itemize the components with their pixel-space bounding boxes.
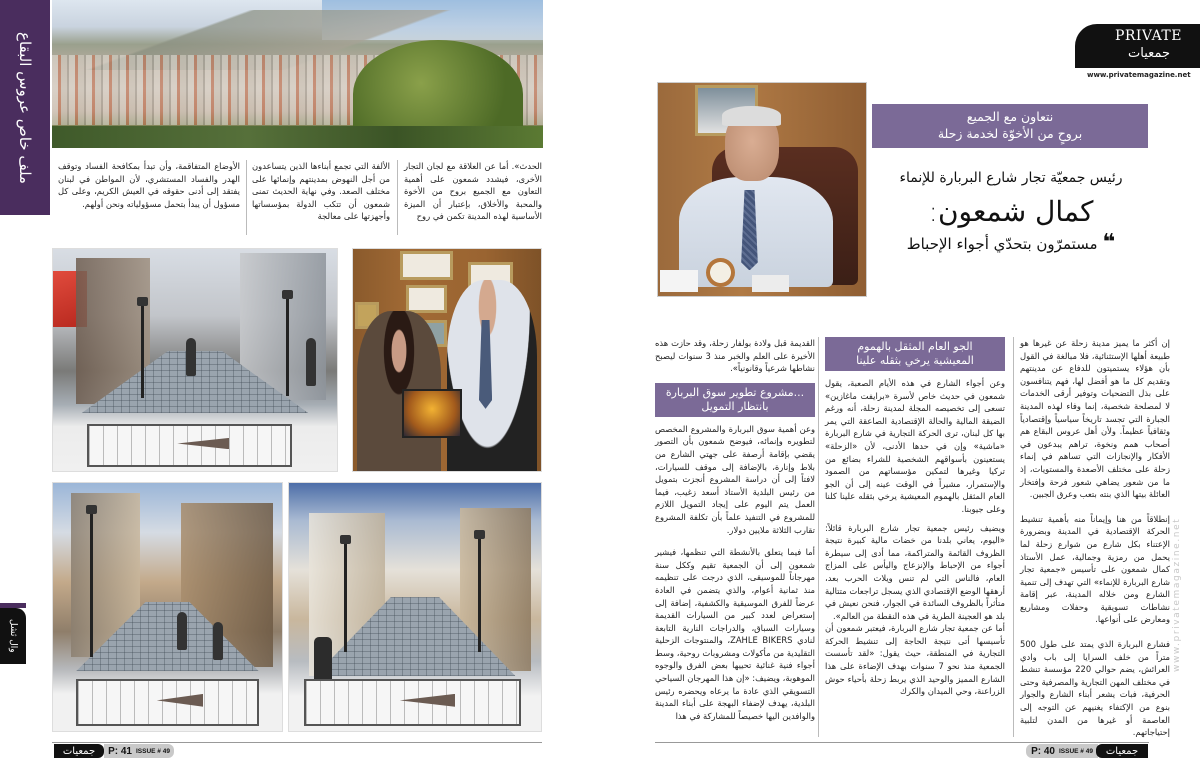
man — [447, 280, 537, 471]
street-render-paving-image — [288, 482, 542, 732]
paragraph: وعن أهمية سوق البربارة والمشروع المخصص لتطويره وإنمائه، فيوضح شمعون بأن التصور يقضي بإقامة أرصفة على جهتي الشارع من بلاط وإنارة، بالإضافة إلى موقف للسيارات، لافتاً إلى أن دراسة المشروع أنجزت بتمويل من رئيس البلدية الأستاذ أسعد زغيب، فيما العمل يتم اليوم على إيجاد التمويل اللازم للمشروع في التنفيذ علماً بأن تكلفة المشروع تقارب الثلاثة ملايين دولار. — [655, 423, 815, 535]
footer-brand — [54, 744, 104, 758]
section-side-tab — [0, 0, 50, 215]
page-number: P: 41 — [108, 745, 132, 757]
zahle-panorama-image — [52, 0, 543, 148]
side-tab-small-label: وال ثشل — [8, 619, 18, 653]
column-divider — [246, 160, 247, 235]
headline-line-1: نتعاون مع الجميع — [966, 109, 1054, 124]
paragraph: ويضيف رئيس جمعية تجار شارع البربارة قائلاً: «اليوم، يعاني بلدنا من خضات مالية كبيرة نتيجة الظروف القائمة والمتراكمة، مما أدى إلى سيطرة أجواء من الإحباط والإنزعاج واليأس على المزاج العام، فالناس التي لم تنس ويلات الحرب بعد، أرهقها الوضع الإقتصادي الذي يسجل تراجعات متتالية متأثراً بالظروف السائدة في الجوار، فنحن نعيش في بلد هو العجينة الطرية في هذه النقطة من العالم». — [825, 522, 1005, 621]
article-subhead: رئيس جمعيّة تجار شارع البربارة للإنماء — [899, 170, 1123, 186]
site-plan — [87, 424, 291, 466]
article-col-2 — [825, 337, 1005, 698]
kamal-chamoun-portrait — [657, 82, 867, 297]
footer-brand-label: جمعيات — [1105, 745, 1139, 757]
issue-number: ISSUE # 49 — [135, 747, 170, 755]
footer-page-number — [104, 744, 174, 758]
street-lamp — [141, 305, 144, 398]
souk-street-render-image — [52, 248, 338, 472]
street-lamp — [344, 543, 347, 652]
site-plan — [76, 679, 259, 726]
interview-office-photo — [352, 248, 542, 472]
tree-line — [52, 126, 543, 148]
wall-frame — [406, 285, 447, 314]
desk-clock — [706, 258, 735, 288]
section-head-line: مشروع تطوير سوق البربارة... — [665, 385, 805, 399]
site-plan — [304, 679, 521, 726]
page-number: P: 40 — [1031, 745, 1055, 757]
article-name-title: كمال شمعون: — [928, 195, 1094, 228]
footer-rule — [655, 742, 1149, 743]
footer-page-number — [1026, 744, 1098, 758]
article-col-1 — [1020, 337, 1170, 739]
headline-line-2: بروحٍ من الأخوّة لخدمة زحلة — [937, 126, 1083, 141]
vertical-url-watermark: www.privatemagazine.net — [1172, 517, 1182, 673]
street-lamp — [286, 298, 289, 396]
paragraph: إن أكثر ما يميز مدينة زحلة عن غيرها هو طبيعة أهلها الإستثنائية، فلا مبالغة في القول بأن هؤلاء يستميتون للدفاع عن مدينتهم وتقديم كل ما هو أفضل لها، فهم يتنافسون على بذل التضحيات وتوفير أرقى الخدمات لا لمصلحة شخصية، إنما وفاء لهذه المدينة الجبارة التي تجسد تاريخاً سياسياً وإقتصادياً وثقافياً عظيماً. ولأن أهل عروس البقاع هم أصحاب همم ونخوة، تراهم يبدعون في الأفكار والإنجازات التي تساهم في إنماء زحلة على مختلف الأصعدة والمستويات، إذ ما من شعور يضاهي شعور فرحة وإفتخار العائلة بيتها الذي بنته بتعب وعرق الجبين. — [1020, 338, 1170, 500]
logo-arabic-text: جمعيات — [1128, 46, 1170, 61]
wall-frame — [400, 251, 453, 280]
side-tab-small — [0, 608, 26, 664]
pedestrian — [306, 338, 316, 386]
left-page-text-col-right: الحدث». أما عن العلاقة مع لجان التجار الأخرى، فيشدد شمعون على أهمية التعاون مع الجميع بروح من الأخوة والمحبة والأخلاق، بإعتبار أن الميزة الأساسية لهذه المدينة تكمن في روح — [404, 161, 542, 222]
desk-card — [752, 275, 789, 292]
magazine-logo — [1075, 24, 1200, 68]
section-head-project — [655, 383, 815, 417]
street-lamp — [478, 538, 481, 652]
street-lamp — [90, 513, 93, 657]
paragraph: القديمة قبل ولادة بولفار زحلة، وقد حازت هذه الأخيرة على العلم والخبر منذ 3 سنوات ليصبح نشاطها شرعياً وقانونياً». — [655, 338, 816, 374]
left-page-text-col-middle: الألفة التي تجمع أبناءها الذين يتساعدون من أجل النهوض بمدينتهم وإنمائها على مختلف الصعد. وفي نهاية الحديث تمنى شمعون أن تتكب الدولة بمؤسساتها وأجهزتها على معالجة — [252, 161, 390, 222]
left-page-text-col-left: الأوضاع المتفاقمة، وأن تبدأ بمكافحة الفساد وتوقف الهدر والفساد المستشري، لأن المواطن في لبنان يفتقد إلى أدنى حقوقه في العيش الكريم، وعلى كل مسؤول أن يبدأ بتحمل مسؤولياته ونحن أولهم. — [58, 161, 240, 209]
logo-url: www.privatemagazine.net — [1087, 71, 1191, 79]
quote-mark-icon: ❝ — [1102, 230, 1116, 255]
pedestrian — [213, 622, 223, 660]
pedestrian — [177, 612, 187, 650]
paragraph: إنطلاقاً من هنا وإيماناً منه بأهمية تنشيط الحركة الإقتصادية في المدينة وبضرورة الإعتناء بكل شارع من شوارع زحلة لما يحمل من رمزية وجمالية، عمل الأستاذ كمال شمعون على تأسيس «جمعية تجار شارع البربارة للإنماء» التي تهدف إلى تنمية الشارع ومن خلاله المدينة، عبر إقامة نشاطات تسويقية وحفلات ومشاريع ومعارض على أنواعها. — [1020, 513, 1170, 625]
issue-number: ISSUE # 49 — [1058, 747, 1093, 755]
logo-private-text: PRIVATE — [1114, 28, 1182, 44]
pedestrian — [186, 338, 196, 376]
hair — [722, 106, 780, 125]
nameplate — [660, 270, 697, 291]
paragraph: أما عن جمعية تجار شارع البربارة، فيعتبر شمعون أن تأسيسها أتى نتيجة الحاجة إلى تنشيط الحركة التجارية في المنطقة، حيث يقول: «لقد تأسست الجمعية منذ نحو 7 سنوات بهدف الإضاءة على هذا الشارع المميز والوحيد الذي يربط زحلة بأحياء حوش الزراعنة، وحي الميدان والكرك — [825, 623, 1005, 697]
gift-painting — [402, 389, 462, 438]
article-col-3 — [655, 337, 815, 722]
footer-brand — [1096, 744, 1148, 758]
section-head-line: الجو العام المثقل بالهموم — [857, 340, 973, 353]
column-divider — [1013, 337, 1014, 737]
paragraph: فشارع البربارة الذي يمتد على طول 500 متراً من خلف السرايا إلى باب وادي العرائش، يضم حوالي 220 مؤسسة تنشط في مختلف المهن التجارية والمصرفية وحتى الحرفية، فبات يشعر أبناء الشارع والجوار بنوع من الإكتفاء يغنيهم عن التوجه إلى العاصمة أو غيرها من المدن لتلبية إحتياجاتهم. — [1020, 639, 1170, 738]
paragraph: وعن أجواء الشارع في هذه الأيام الصعبة، يقول شمعون في حديث خاص لأسرة «برايفت ماغازين» تسعى إلى تخصيصه المجلة لمدينة زحلة، أنه ورغم الضيقة المالية والحالة الإقتصادية الصاعقة التي يمر بها كل لبنان، ترى الحركة التجارية في شارع البربارة «ماشية» وإن في حدها الأدنى، لأن «الزحلة» يستعينون بأسواقهم الشخصية للشراء بضائع من تركيا وغيرها لتمكين مؤسساتهم من الصمود والإستمرار، مشيراً في الوقت عينه إلى أن الجو العام المثقل بالهموم المعيشية يرخي بثقله علينا كلنا وعلى جيوبنا. — [825, 378, 1005, 514]
section-side-tab-label: ملف خاص عروس البقاع — [16, 31, 34, 184]
footer-rule — [52, 742, 542, 743]
headline-box — [872, 104, 1148, 148]
street-render-balconies-image — [52, 482, 283, 732]
paragraph: أما فيما يتعلق بالأنشطة التي تنظمها، فيشير شمعون إلى أن الجمعية تقيم وككل سنة مهرجاناً للموسيقى، الذي درجت على تنظيمه منذ ثمانية أعوام، والذي يتضمن في العادة عرضاً للفرق الموسيقية والكشفية، إضافة إلى إستعراض لعدد كبير من السيارات القديمة وسيارات السباق، والدراجات النارية التابعة لنادي ZAHLE BIKERS، والمنتوجات الزحلية التقليدية من مأكولات ومشروبات روحية، وسط أجواء فنية غنائية تحييها بعض الفرق والوجوه الموهوبة، ويضيف: «إن هذا المهرجان السياحي التسويقي الذي عادة ما يرعاه ويحضره رئيس البلدية، يهدف لإضفاء البهجة على أبناء المدينة والوافدين اليها خصيصاً للمشاركة في هذا — [655, 547, 815, 721]
section-head-line: المعيشية يرخي بثقله علينا — [856, 354, 974, 367]
section-head-line: بانتظار التمويل — [701, 399, 769, 413]
section-head-mood — [825, 337, 1005, 371]
footer-brand-label: جمعيات — [62, 745, 96, 757]
column-divider — [397, 160, 398, 235]
article-quote-text: مستمرّون بتحدّي أجواء الإحباط — [906, 235, 1098, 253]
column-divider — [818, 337, 819, 737]
article-quote — [870, 230, 1152, 255]
